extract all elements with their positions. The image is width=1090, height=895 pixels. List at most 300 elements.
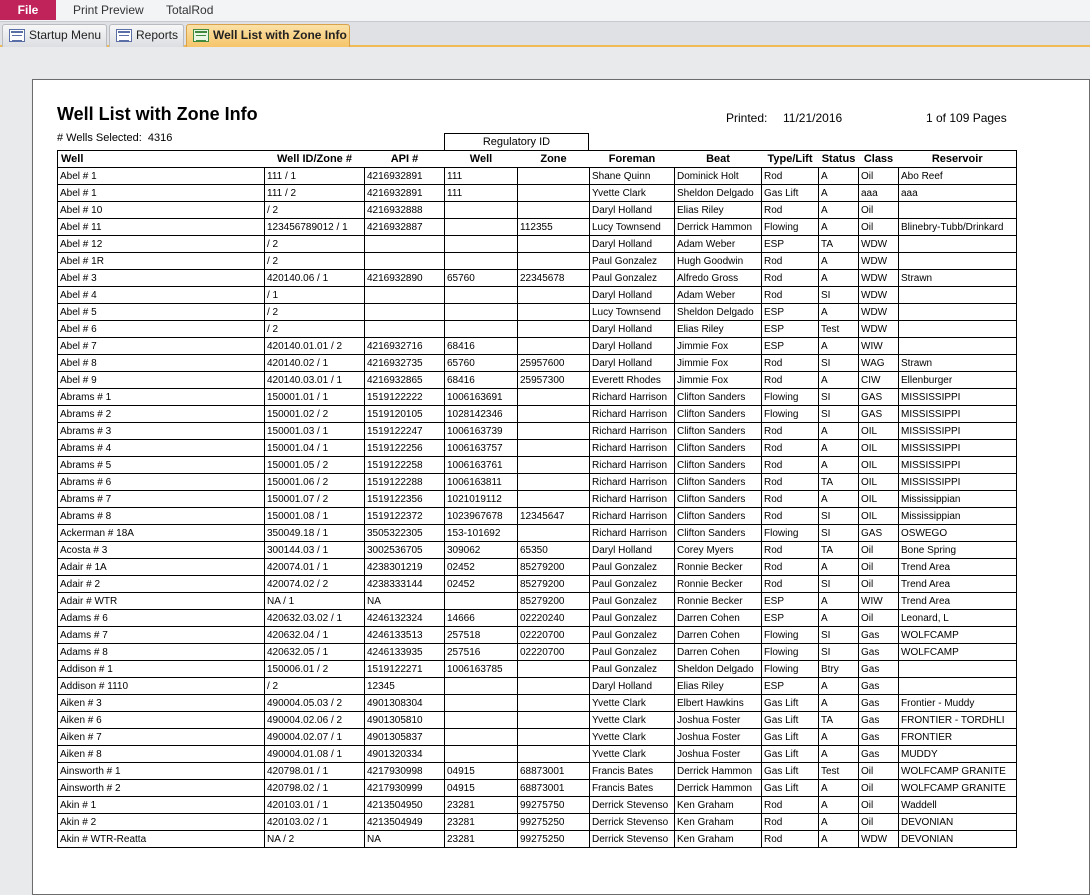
col-type-lift-cell: Flowing xyxy=(762,644,819,661)
col-reservoir-cell xyxy=(899,202,1017,219)
table-row xyxy=(58,474,1017,491)
col-beat-cell: Jimmie Fox xyxy=(675,355,762,372)
table-row xyxy=(58,389,1017,406)
col-well-cell: Abel # 12 xyxy=(58,236,265,253)
col-status-cell: A xyxy=(819,491,859,508)
col-reg-zone-cell xyxy=(518,440,590,457)
col-foreman-cell: Derrick Stevenso xyxy=(590,814,675,831)
col-reg-zone-cell xyxy=(518,202,590,219)
col-class-cell: WIW xyxy=(859,338,899,355)
col-well-id-zone-cell: NA / 2 xyxy=(265,831,365,848)
col-class-cell: aaa xyxy=(859,185,899,202)
col-status-cell: TA xyxy=(819,474,859,491)
col-reg-zone-cell: 68873001 xyxy=(518,763,590,780)
col-beat-cell: Sheldon Delgado xyxy=(675,304,762,321)
col-status-cell: A xyxy=(819,831,859,848)
table-row xyxy=(58,729,1017,746)
col-api-cell: 4213504949 xyxy=(365,814,445,831)
col-foreman-cell: Daryl Holland xyxy=(590,202,675,219)
col-well-id-zone-cell: 150001.07 / 2 xyxy=(265,491,365,508)
col-reservoir-cell: Mississippian xyxy=(899,508,1017,525)
col-reg-zone-cell xyxy=(518,406,590,423)
col-foreman-cell: Paul Gonzalez xyxy=(590,661,675,678)
col-reg-zone-cell xyxy=(518,423,590,440)
col-reg-zone-cell xyxy=(518,712,590,729)
col-foreman-cell: Everett Rhodes xyxy=(590,372,675,389)
col-beat-cell: Derrick Hammon xyxy=(675,780,762,797)
col-beat-cell: Clifton Sanders xyxy=(675,491,762,508)
col-status-cell: A xyxy=(819,253,859,270)
table-row xyxy=(58,763,1017,780)
col-reg-well-cell: 02452 xyxy=(445,576,518,593)
col-reg-zone-cell xyxy=(518,695,590,712)
doc-tab-well-list-zone-info[interactable] xyxy=(186,24,350,47)
col-class-cell: Oil xyxy=(859,610,899,627)
col-well-id-zone-cell: 150001.02 / 2 xyxy=(265,406,365,423)
col-type-lift-cell: Rod xyxy=(762,491,819,508)
col-reservoir-cell: MISSISSIPPI xyxy=(899,457,1017,474)
col-foreman-cell: Daryl Holland xyxy=(590,542,675,559)
col-status-cell: A xyxy=(819,593,859,610)
col-api-cell xyxy=(365,287,445,304)
col-status-header: Status xyxy=(819,151,859,168)
col-foreman-cell: Derrick Stevenso xyxy=(590,831,675,848)
col-reg-well-cell xyxy=(445,219,518,236)
col-reservoir-cell: Abo Reef xyxy=(899,168,1017,185)
col-status-cell: TA xyxy=(819,236,859,253)
col-reservoir-cell: Frontier - Muddy xyxy=(899,695,1017,712)
col-beat-cell: Joshua Foster xyxy=(675,729,762,746)
col-class-cell: Oil xyxy=(859,219,899,236)
col-status-cell: SI xyxy=(819,525,859,542)
doc-tab-reports[interactable] xyxy=(109,24,184,47)
col-reg-zone-header: Zone xyxy=(518,151,590,168)
col-reg-zone-cell xyxy=(518,474,590,491)
table-header-row xyxy=(58,151,1017,168)
col-reservoir-cell: MISSISSIPPI xyxy=(899,474,1017,491)
col-reg-well-cell: 14666 xyxy=(445,610,518,627)
col-foreman-cell: Paul Gonzalez xyxy=(590,270,675,287)
table-row xyxy=(58,525,1017,542)
col-reg-well-cell: 1006163761 xyxy=(445,457,518,474)
col-api-cell: 1519122256 xyxy=(365,440,445,457)
col-foreman-cell: Yvette Clark xyxy=(590,695,675,712)
col-foreman-cell: Yvette Clark xyxy=(590,746,675,763)
col-reg-well-cell: 1006163757 xyxy=(445,440,518,457)
col-reg-well-cell: 309062 xyxy=(445,542,518,559)
col-well-cell: Abel # 8 xyxy=(58,355,265,372)
col-beat-cell: Clifton Sanders xyxy=(675,508,762,525)
document-tabs xyxy=(0,22,1090,47)
col-class-cell: Oil xyxy=(859,542,899,559)
col-foreman-cell: Paul Gonzalez xyxy=(590,576,675,593)
col-api-cell: 4901320334 xyxy=(365,746,445,763)
col-api-cell: 12345 xyxy=(365,678,445,695)
col-foreman-cell: Richard Harrison xyxy=(590,423,675,440)
col-reservoir-cell: Blinebry-Tubb/Drinkard xyxy=(899,219,1017,236)
file-menu-button[interactable]: File xyxy=(0,0,56,20)
table-row xyxy=(58,491,1017,508)
col-type-lift-cell: Rod xyxy=(762,423,819,440)
col-type-lift-cell: Flowing xyxy=(762,406,819,423)
col-well-id-zone-cell: 150001.03 / 1 xyxy=(265,423,365,440)
col-type-lift-cell: Rod xyxy=(762,372,819,389)
col-class-cell: Oil xyxy=(859,202,899,219)
col-reg-well-cell xyxy=(445,321,518,338)
col-well-cell: Abrams # 1 xyxy=(58,389,265,406)
col-foreman-cell: Richard Harrison xyxy=(590,525,675,542)
col-api-cell: 4216932865 xyxy=(365,372,445,389)
col-well-id-zone-cell: 420103.01 / 1 xyxy=(265,797,365,814)
col-api-cell: 4216932887 xyxy=(365,219,445,236)
col-foreman-cell: Daryl Holland xyxy=(590,236,675,253)
col-foreman-cell: Richard Harrison xyxy=(590,474,675,491)
col-well-cell: Adair # WTR xyxy=(58,593,265,610)
col-reservoir-cell: WOLFCAMP xyxy=(899,644,1017,661)
col-type-lift-cell: ESP xyxy=(762,678,819,695)
table-row xyxy=(58,457,1017,474)
form-icon xyxy=(9,29,25,42)
col-beat-cell: Elias Riley xyxy=(675,321,762,338)
col-class-cell: Gas xyxy=(859,644,899,661)
col-reg-zone-cell: 02220700 xyxy=(518,627,590,644)
tab-print-preview[interactable]: Print Preview xyxy=(73,3,144,17)
col-status-cell: A xyxy=(819,559,859,576)
col-reg-zone-cell xyxy=(518,661,590,678)
col-reg-well-cell: 65760 xyxy=(445,355,518,372)
col-class-cell: Gas xyxy=(859,661,899,678)
table-row xyxy=(58,746,1017,763)
col-well-id-zone-cell: / 1 xyxy=(265,287,365,304)
col-reg-well-cell: 1021019112 xyxy=(445,491,518,508)
col-reg-well-cell: 257516 xyxy=(445,644,518,661)
col-well-id-zone-cell: 420140.01.01 / 2 xyxy=(265,338,365,355)
col-reg-zone-cell xyxy=(518,389,590,406)
col-beat-cell: Clifton Sanders xyxy=(675,423,762,440)
col-well-id-zone-cell: / 2 xyxy=(265,678,365,695)
col-reservoir-cell: Leonard, L xyxy=(899,610,1017,627)
col-beat-cell: Derrick Hammon xyxy=(675,219,762,236)
wells-selected xyxy=(57,132,172,144)
col-type-lift-cell: Gas Lift xyxy=(762,185,819,202)
table-row xyxy=(58,423,1017,440)
col-reg-well-cell xyxy=(445,253,518,270)
table-row xyxy=(58,508,1017,525)
col-well-cell: Ackerman # 18A xyxy=(58,525,265,542)
col-beat-cell: Clifton Sanders xyxy=(675,389,762,406)
col-api-cell: 4901308304 xyxy=(365,695,445,712)
print-preview-area[interactable] xyxy=(0,49,1090,895)
table-row xyxy=(58,338,1017,355)
col-type-lift-cell: Flowing xyxy=(762,219,819,236)
col-well-id-zone-cell: / 2 xyxy=(265,321,365,338)
table-row xyxy=(58,559,1017,576)
col-type-lift-cell: Gas Lift xyxy=(762,729,819,746)
col-reservoir-cell: WOLFCAMP GRANITE xyxy=(899,763,1017,780)
col-reservoir-cell xyxy=(899,253,1017,270)
col-reg-zone-cell: 85279200 xyxy=(518,559,590,576)
col-well-id-zone-cell: 420632.04 / 1 xyxy=(265,627,365,644)
col-foreman-cell: Yvette Clark xyxy=(590,712,675,729)
ribbon-bar xyxy=(0,0,1090,22)
col-class-cell: OIL xyxy=(859,423,899,440)
col-reg-zone-cell xyxy=(518,491,590,508)
col-type-lift-cell: Rod xyxy=(762,202,819,219)
table-row xyxy=(58,355,1017,372)
table-row xyxy=(58,168,1017,185)
col-reservoir-cell xyxy=(899,304,1017,321)
col-status-cell: A xyxy=(819,168,859,185)
col-class-cell: Oil xyxy=(859,576,899,593)
col-status-cell: A xyxy=(819,219,859,236)
col-api-cell: 1519122247 xyxy=(365,423,445,440)
col-well-cell: Adams # 6 xyxy=(58,610,265,627)
col-type-lift-cell: Rod xyxy=(762,457,819,474)
col-reg-zone-cell: 68873001 xyxy=(518,780,590,797)
col-beat-cell: Sheldon Delgado xyxy=(675,661,762,678)
col-reservoir-cell: OSWEGO xyxy=(899,525,1017,542)
col-beat-cell: Jimmie Fox xyxy=(675,372,762,389)
col-well-cell: Akin # 2 xyxy=(58,814,265,831)
col-reg-well-cell xyxy=(445,304,518,321)
col-beat-cell: Adam Weber xyxy=(675,287,762,304)
col-reservoir-cell: MISSISSIPPI xyxy=(899,423,1017,440)
col-well-cell: Aiken # 8 xyxy=(58,746,265,763)
col-reg-well-cell: 1006163691 xyxy=(445,389,518,406)
col-well-id-zone-cell: / 2 xyxy=(265,236,365,253)
col-well-cell: Aiken # 3 xyxy=(58,695,265,712)
col-foreman-cell: Daryl Holland xyxy=(590,287,675,304)
col-api-cell: 1519122258 xyxy=(365,457,445,474)
col-reg-zone-cell: 02220700 xyxy=(518,644,590,661)
col-status-cell: A xyxy=(819,423,859,440)
col-status-cell: SI xyxy=(819,355,859,372)
col-class-cell: WDW xyxy=(859,321,899,338)
col-reservoir-cell: MISSISSIPPI xyxy=(899,440,1017,457)
col-status-cell: A xyxy=(819,440,859,457)
col-well-id-zone-cell: 123456789012 / 1 xyxy=(265,219,365,236)
col-well-id-zone-cell: 490004.02.06 / 2 xyxy=(265,712,365,729)
col-status-cell: A xyxy=(819,729,859,746)
col-class-cell: OIL xyxy=(859,474,899,491)
col-well-cell: Aiken # 6 xyxy=(58,712,265,729)
col-api-cell xyxy=(365,236,445,253)
col-reg-well-cell: 23281 xyxy=(445,831,518,848)
col-well-cell: Abrams # 5 xyxy=(58,457,265,474)
page-count: 1 of 109 Pages xyxy=(926,111,1007,125)
col-reg-well-cell xyxy=(445,236,518,253)
col-well-cell: Aiken # 7 xyxy=(58,729,265,746)
col-reg-zone-cell xyxy=(518,457,590,474)
col-beat-cell: Ken Graham xyxy=(675,797,762,814)
col-status-cell: Test xyxy=(819,321,859,338)
col-reg-well-cell xyxy=(445,695,518,712)
col-type-lift-cell: ESP xyxy=(762,236,819,253)
col-reservoir-cell: WOLFCAMP xyxy=(899,627,1017,644)
col-well-id-zone-cell: 150006.01 / 2 xyxy=(265,661,365,678)
col-well-cell: Abel # 1R xyxy=(58,253,265,270)
col-status-cell: A xyxy=(819,304,859,321)
col-well-id-zone-cell: NA / 1 xyxy=(265,593,365,610)
doc-tab-label: Reports xyxy=(136,28,179,42)
col-reg-well-cell: 23281 xyxy=(445,797,518,814)
col-beat-cell: Dominick Holt xyxy=(675,168,762,185)
col-well-id-zone-header: Well ID/Zone # xyxy=(265,151,365,168)
col-reg-zone-cell xyxy=(518,338,590,355)
col-well-header: Well xyxy=(58,151,265,168)
col-reg-well-cell: 1006163811 xyxy=(445,474,518,491)
col-well-id-zone-cell: 490004.02.07 / 1 xyxy=(265,729,365,746)
col-class-cell: Gas xyxy=(859,712,899,729)
col-reservoir-cell: Ellenburger xyxy=(899,372,1017,389)
col-well-id-zone-cell: 420074.01 / 1 xyxy=(265,559,365,576)
table-row xyxy=(58,202,1017,219)
col-reg-zone-cell xyxy=(518,304,590,321)
col-reservoir-cell: FRONTIER - TORDHLI xyxy=(899,712,1017,729)
col-beat-cell: Elias Riley xyxy=(675,202,762,219)
col-class-cell: OIL xyxy=(859,508,899,525)
col-well-cell: Adair # 2 xyxy=(58,576,265,593)
col-api-cell: 4217930998 xyxy=(365,763,445,780)
col-type-lift-cell: Rod xyxy=(762,355,819,372)
table-row xyxy=(58,270,1017,287)
col-class-cell: WIW xyxy=(859,593,899,610)
col-well-cell: Adams # 8 xyxy=(58,644,265,661)
col-well-cell: Abel # 1 xyxy=(58,168,265,185)
col-class-cell: Gas xyxy=(859,746,899,763)
col-class-cell: WDW xyxy=(859,304,899,321)
col-reservoir-cell: Trend Area xyxy=(899,559,1017,576)
table-row xyxy=(58,185,1017,202)
printed-label: Printed: xyxy=(726,111,768,125)
col-type-lift-cell: Rod xyxy=(762,474,819,491)
col-well-cell: Abel # 5 xyxy=(58,304,265,321)
col-api-cell: NA xyxy=(365,593,445,610)
col-reg-zone-cell: 65350 xyxy=(518,542,590,559)
col-beat-cell: Adam Weber xyxy=(675,236,762,253)
col-beat-cell: Darren Cohen xyxy=(675,644,762,661)
col-type-lift-cell: Gas Lift xyxy=(762,746,819,763)
col-class-cell: GAS xyxy=(859,406,899,423)
col-class-cell: CIW xyxy=(859,372,899,389)
regulatory-id-header: Regulatory ID xyxy=(444,133,589,150)
col-type-lift-cell: Rod xyxy=(762,576,819,593)
col-reg-zone-cell: 85279200 xyxy=(518,593,590,610)
col-class-cell: OIL xyxy=(859,440,899,457)
col-reservoir-cell xyxy=(899,678,1017,695)
col-reg-well-cell xyxy=(445,712,518,729)
col-well-id-zone-cell: 490004.01.08 / 1 xyxy=(265,746,365,763)
table-row xyxy=(58,831,1017,848)
col-reservoir-cell: DEVONIAN xyxy=(899,831,1017,848)
col-reg-zone-cell xyxy=(518,525,590,542)
col-reservoir-cell: WOLFCAMP GRANITE xyxy=(899,780,1017,797)
col-status-cell: A xyxy=(819,457,859,474)
tab-totalrod[interactable]: TotalRod xyxy=(166,3,214,17)
col-api-cell: 1519122356 xyxy=(365,491,445,508)
col-beat-cell: Derrick Hammon xyxy=(675,763,762,780)
table-row xyxy=(58,610,1017,627)
col-reg-zone-cell xyxy=(518,321,590,338)
col-well-cell: Addison # 1110 xyxy=(58,678,265,695)
col-well-cell: Abrams # 6 xyxy=(58,474,265,491)
col-beat-cell: Ken Graham xyxy=(675,831,762,848)
col-class-cell: Oil xyxy=(859,814,899,831)
col-reg-well-cell: 153-101692 xyxy=(445,525,518,542)
col-status-cell: A xyxy=(819,185,859,202)
col-reservoir-cell xyxy=(899,287,1017,304)
col-status-cell: A xyxy=(819,678,859,695)
col-type-lift-cell: Rod xyxy=(762,440,819,457)
col-reservoir-cell: Trend Area xyxy=(899,576,1017,593)
col-api-cell: 4213504950 xyxy=(365,797,445,814)
col-foreman-cell: Paul Gonzalez xyxy=(590,627,675,644)
col-reg-zone-cell xyxy=(518,678,590,695)
col-well-cell: Abrams # 8 xyxy=(58,508,265,525)
col-foreman-cell: Richard Harrison xyxy=(590,457,675,474)
col-api-cell: 4217930999 xyxy=(365,780,445,797)
col-well-cell: Abel # 4 xyxy=(58,287,265,304)
col-reservoir-cell xyxy=(899,236,1017,253)
col-well-cell: Abel # 7 xyxy=(58,338,265,355)
col-well-id-zone-cell: 350049.18 / 1 xyxy=(265,525,365,542)
col-reg-well-cell: 68416 xyxy=(445,338,518,355)
col-foreman-cell: Daryl Holland xyxy=(590,321,675,338)
wells-selected-count: 4316 xyxy=(147,132,173,144)
col-class-cell: OIL xyxy=(859,457,899,474)
col-reg-well-cell: 257518 xyxy=(445,627,518,644)
col-well-cell: Akin # 1 xyxy=(58,797,265,814)
col-api-cell: 4216932735 xyxy=(365,355,445,372)
col-well-cell: Abel # 1 xyxy=(58,185,265,202)
col-well-id-zone-cell: 420798.02 / 1 xyxy=(265,780,365,797)
col-well-id-zone-cell: 111 / 2 xyxy=(265,185,365,202)
col-well-cell: Abel # 11 xyxy=(58,219,265,236)
col-foreman-cell: Paul Gonzalez xyxy=(590,559,675,576)
table-row xyxy=(58,406,1017,423)
col-well-cell: Abel # 3 xyxy=(58,270,265,287)
col-reservoir-cell xyxy=(899,338,1017,355)
report-title: Well List with Zone Info xyxy=(57,104,258,124)
col-foreman-header: Foreman xyxy=(590,151,675,168)
col-foreman-cell: Daryl Holland xyxy=(590,338,675,355)
col-beat-cell: Ronnie Becker xyxy=(675,559,762,576)
col-type-lift-cell: Rod xyxy=(762,168,819,185)
col-foreman-cell: Derrick Stevenso xyxy=(590,797,675,814)
col-well-id-zone-cell: 420798.01 / 1 xyxy=(265,763,365,780)
col-class-cell: WDW xyxy=(859,236,899,253)
col-foreman-cell: Francis Bates xyxy=(590,763,675,780)
col-reg-zone-cell: 99275250 xyxy=(518,814,590,831)
col-reg-well-cell: 1006163785 xyxy=(445,661,518,678)
doc-tab-startup-menu[interactable] xyxy=(2,24,107,47)
col-beat-cell: Alfredo Gross xyxy=(675,270,762,287)
form-icon xyxy=(116,29,132,42)
col-reservoir-cell: Strawn xyxy=(899,355,1017,372)
col-status-cell: Test xyxy=(819,763,859,780)
col-type-lift-cell: Flowing xyxy=(762,627,819,644)
col-beat-header: Beat xyxy=(675,151,762,168)
col-reservoir-cell: FRONTIER xyxy=(899,729,1017,746)
col-foreman-cell: Daryl Holland xyxy=(590,355,675,372)
col-api-cell: 4238301219 xyxy=(365,559,445,576)
table-row xyxy=(58,542,1017,559)
report-icon xyxy=(193,29,209,42)
col-beat-cell: Clifton Sanders xyxy=(675,406,762,423)
col-well-cell: Akin # WTR-Reatta xyxy=(58,831,265,848)
col-reg-well-cell xyxy=(445,593,518,610)
col-well-id-zone-cell: / 2 xyxy=(265,304,365,321)
